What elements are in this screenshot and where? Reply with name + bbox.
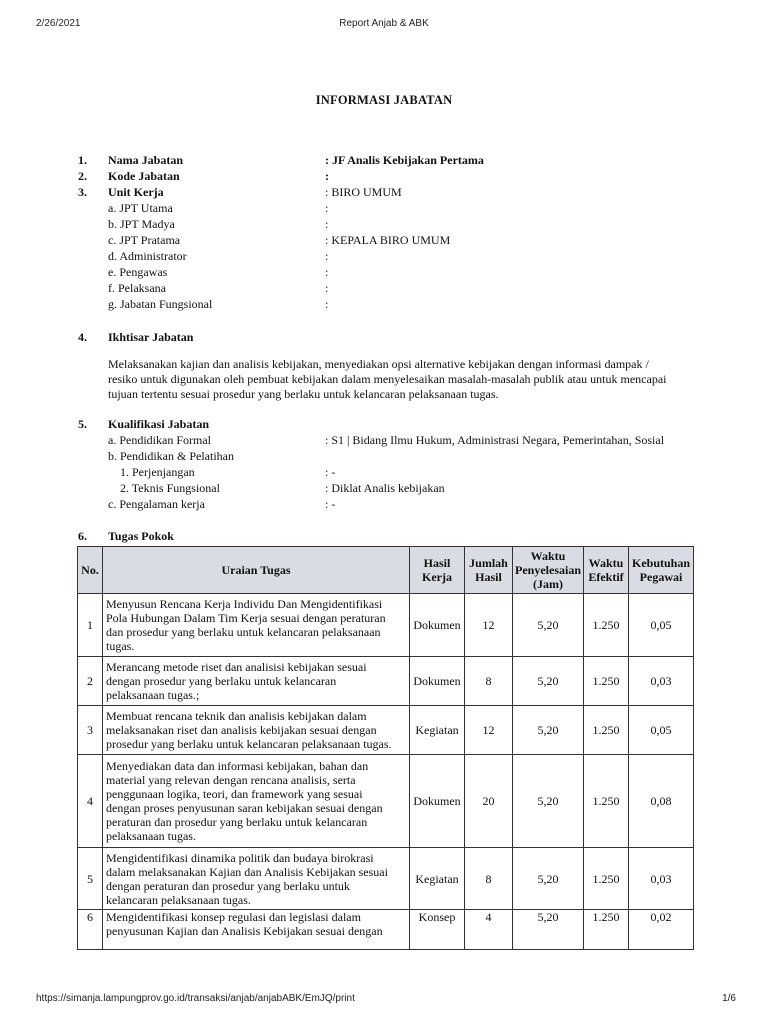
cell-no: 3	[78, 706, 103, 755]
cell-uraian: Menyediakan data dan informasi kebijakan, bahan dan material yang relevan dengan rencana analisis, serta penggunaan logika, teori, dan framework yang sesuai dengan proses penyusunan saran kebijakan sesuai dengan peraturan dan prosedur yang berlaku untuk kelancaran pelaksanaan tugas.	[103, 755, 410, 848]
document-title: INFORMASI JABATAN	[315, 93, 453, 107]
cell-uraian: Mengidentifikasi dinamika politik dan budaya birokrasi dalam melaksanakan Kajian dan Analisis Kebijakan sesuai dengan peraturan dan prosedur yang berlaku untuk kelancaran pelaksanaan tugas.	[103, 848, 410, 910]
unit-item-value: :	[325, 265, 329, 279]
cell-no: 2	[78, 657, 103, 706]
cell-waktu-efektif: 1.250	[584, 594, 629, 657]
pengalaman-kerja-value: : -	[325, 497, 336, 511]
cell-hasil-kerja: Kegiatan	[410, 848, 465, 910]
paragraph-line: Melaksanakan kajian dan analisis kebijakan, menyediakan opsi alternative kebijakan dengan informasi dampak /	[108, 357, 649, 371]
cell-kebutuhan-pegawai: 0,03	[629, 657, 694, 706]
cell-waktu-penyelesaian: 5,20	[513, 755, 584, 848]
section-number: 6.	[78, 529, 87, 543]
table-row	[78, 706, 694, 755]
cell-waktu-penyelesaian: 5,20	[513, 910, 584, 950]
cell-hasil-kerja: Dokumen	[410, 657, 465, 706]
section-label: Unit Kerja	[108, 185, 164, 199]
section-label: Kualifikasi Jabatan	[108, 417, 210, 431]
unit-item-value: :	[325, 217, 329, 231]
cell-waktu-efektif: 1.250	[584, 848, 629, 910]
unit-item-label: a. JPT Utama	[108, 201, 173, 215]
cell-no: 5	[78, 848, 103, 910]
pengalaman-kerja-label: c. Pengalaman kerja	[108, 497, 205, 511]
unit-item-value: : KEPALA BIRO UMUM	[325, 233, 451, 247]
cell-jumlah-hasil: 12	[465, 706, 513, 755]
cell-waktu-penyelesaian: 5,20	[513, 706, 584, 755]
cell-waktu-penyelesaian: 5,20	[513, 594, 584, 657]
unit-item-label: e. Pengawas	[108, 265, 168, 279]
tugas-pokok-table	[77, 546, 694, 950]
table-row	[78, 594, 694, 657]
cell-kebutuhan-pegawai: 0,05	[629, 706, 694, 755]
unit-item-value: :	[325, 249, 329, 263]
table-row	[78, 910, 694, 950]
table-row	[78, 657, 694, 706]
cell-jumlah-hasil: 8	[465, 657, 513, 706]
print-date: 2/26/2021	[36, 18, 81, 29]
unit-item-value: :	[325, 281, 329, 295]
cell-waktu-efektif: 1.250	[584, 706, 629, 755]
cell-kebutuhan-pegawai: 0,03	[629, 848, 694, 910]
section-value: : BIRO UMUM	[325, 185, 402, 199]
cell-no: 1	[78, 594, 103, 657]
print-title: Report Anjab & ABK	[339, 18, 429, 29]
column-header-waktu-efektif: Waktu Efektif	[584, 547, 629, 594]
unit-item-value: :	[325, 201, 329, 215]
cell-jumlah-hasil: 8	[465, 848, 513, 910]
paragraph-line: resiko untuk digunakan oleh pembuat kebijakan dalam menyelesaikan masalah-masalah publik atau untuk mencapai	[108, 372, 667, 386]
print-url: https://simanja.lampungprov.go.id/transaksi/anjab/anjabABK/EmJQ/print	[36, 993, 355, 1004]
cell-waktu-efektif: 1.250	[584, 910, 629, 950]
section-number: 4.	[78, 330, 87, 344]
section-value: : JF Analis Kebijakan Pertama	[325, 153, 484, 167]
pendidikan-formal-label: a. Pendidikan Formal	[108, 433, 211, 447]
cell-no: 4	[78, 755, 103, 848]
unit-item-label: f. Pelaksana	[108, 281, 166, 295]
section-value: :	[325, 169, 329, 183]
section-number: 3.	[78, 185, 87, 199]
cell-hasil-kerja: Kegiatan	[410, 706, 465, 755]
cell-uraian: Mengidentifikasi konsep regulasi dan legislasi dalam penyusunan Kajian dan Analisis Kebijakan sesuai dengan	[103, 910, 410, 950]
unit-item-value: :	[325, 297, 329, 311]
cell-hasil-kerja: Dokumen	[410, 755, 465, 848]
table-row	[78, 848, 694, 910]
cell-kebutuhan-pegawai: 0,08	[629, 755, 694, 848]
cell-jumlah-hasil: 20	[465, 755, 513, 848]
cell-uraian: Menyusun Rencana Kerja Individu Dan Mengidentifikasi Pola Hubungan Dalam Tim Kerja sesuai dengan peraturan dan prosedur yang berlaku untuk kelancaran pelaksanaan tugas.	[103, 594, 410, 657]
cell-jumlah-hasil: 4	[465, 910, 513, 950]
cell-waktu-efektif: 1.250	[584, 755, 629, 848]
column-header-jumlah-hasil: Jumlah Hasil	[465, 547, 513, 594]
column-header-kebutuhan-pegawai: Kebutuhan Pegawai	[629, 547, 694, 594]
unit-item-label: d. Administrator	[108, 249, 187, 263]
cell-kebutuhan-pegawai: 0,02	[629, 910, 694, 950]
pendidikan-formal-value: : S1 | Bidang Ilmu Hukum, Administrasi Negara, Pemerintahan, Sosial	[325, 433, 665, 447]
unit-item-label: c. JPT Pratama	[108, 233, 181, 247]
cell-uraian: Membuat rencana teknik dan analisis kebijakan dalam melaksanakan riset dan analisis kebijakan sesuai dengan prosedur yang berlaku untuk kelancaran pelaksanaan tugas.	[103, 706, 410, 755]
cell-waktu-penyelesaian: 5,20	[513, 657, 584, 706]
section-number: 5.	[78, 417, 87, 431]
teknis-fungsional-label: 2. Teknis Fungsional	[120, 481, 220, 495]
section-number: 1.	[78, 153, 87, 167]
cell-waktu-efektif: 1.250	[584, 657, 629, 706]
section-label: Tugas Pokok	[108, 529, 174, 543]
pendidikan-pelatihan-label: b. Pendidikan & Pelatihan	[108, 449, 234, 463]
unit-item-label: g. Jabatan Fungsional	[108, 297, 213, 311]
column-header-hasil-kerja: Hasil Kerja	[410, 547, 465, 594]
perjenjangan-label: 1. Perjenjangan	[120, 465, 195, 479]
section-label: Nama Jabatan	[108, 153, 184, 167]
column-header-waktu-penyelesaian: Waktu Penyelesaian (Jam)	[513, 547, 584, 594]
cell-waktu-penyelesaian: 5,20	[513, 848, 584, 910]
teknis-fungsional-value: : Diklat Analis kebijakan	[325, 481, 445, 495]
page-break-area	[0, 952, 768, 992]
column-header-no: No.	[78, 547, 103, 594]
table-row	[78, 755, 694, 848]
cell-uraian: Merancang metode riset dan analisisi kebijakan sesuai dengan prosedur yang berlaku untuk kelancaran pelaksanaan tugas.;	[103, 657, 410, 706]
unit-item-label: b. JPT Madya	[108, 217, 175, 231]
ikhtisar-paragraph	[108, 357, 698, 402]
cell-jumlah-hasil: 12	[465, 594, 513, 657]
paragraph-line: tujuan tertentu sesuai prosedur yang berlaku untuk kelancaran pelaksanaan tugas.	[108, 387, 499, 401]
cell-hasil-kerja: Konsep	[410, 910, 465, 950]
table-header-row	[78, 547, 694, 594]
section-label: Ikhtisar Jabatan	[108, 330, 194, 344]
page-number: 1/6	[722, 993, 736, 1004]
cell-hasil-kerja: Dokumen	[410, 594, 465, 657]
section-number: 2.	[78, 169, 87, 183]
cell-kebutuhan-pegawai: 0,05	[629, 594, 694, 657]
cell-no: 6	[78, 910, 103, 950]
perjenjangan-value: : -	[325, 465, 336, 479]
column-header-uraian: Uraian Tugas	[103, 547, 410, 594]
section-label: Kode Jabatan	[108, 169, 180, 183]
